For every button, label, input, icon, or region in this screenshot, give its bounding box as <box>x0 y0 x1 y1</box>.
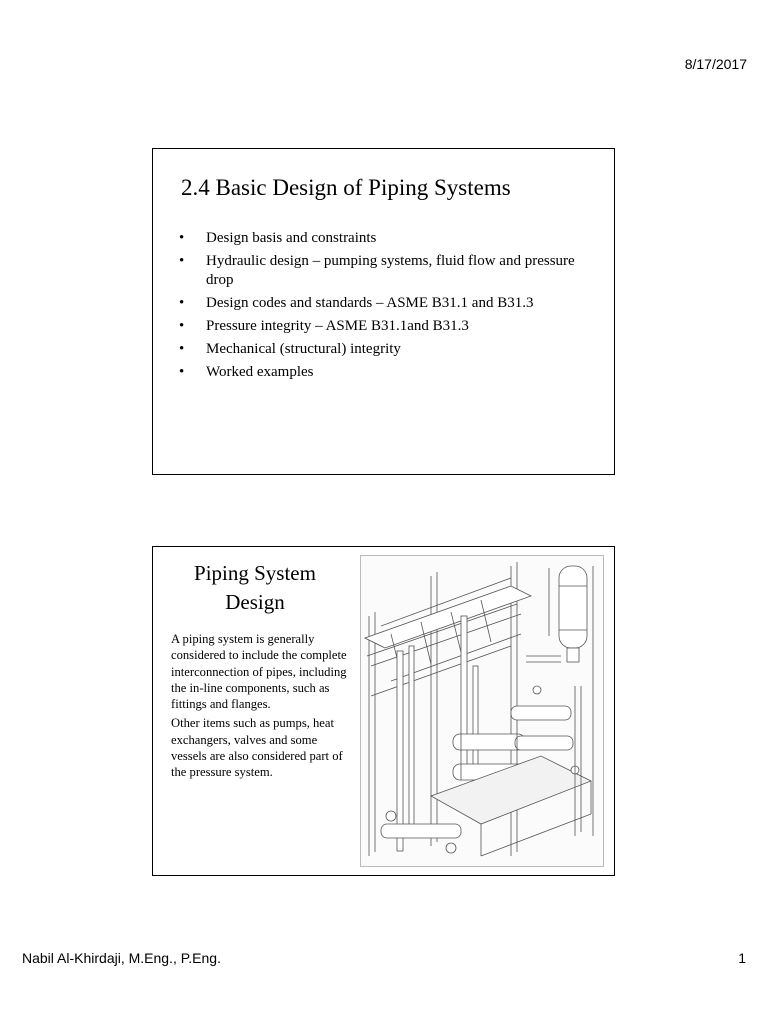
bullet-item: • Worked examples <box>177 363 597 382</box>
piping-system-illustration <box>360 555 604 867</box>
footer-author: Nabil Al-Khirdaji, M.Eng., P.Eng. <box>22 950 221 966</box>
slide-2 <box>152 546 615 876</box>
bullet-item: • Hydraulic design – pumping systems, fluid flow and pressure drop <box>177 252 597 290</box>
bullet-item: • Mechanical (structural) integrity <box>177 340 597 359</box>
bullet-item: • Pressure integrity – ASME B31.1and B31.3 <box>177 317 597 336</box>
page-date: 8/17/2017 <box>684 56 747 72</box>
body-paragraph: Other items such as pumps, heat exchangers, valves and some vessels are also considered part of the pressure system. <box>171 716 343 780</box>
slide-2-title: Piping System Design <box>194 561 316 614</box>
bullet-item: • Design basis and constraints <box>177 229 597 248</box>
bullet-item: • Design codes and standards – ASME B31.1 and B31.3 <box>177 294 597 313</box>
slide-2-body <box>171 631 349 784</box>
slide-1 <box>152 148 615 475</box>
body-paragraph: A piping system is generally considered to include the complete interconnection of pipes, including the in-line components, such as fittings and flanges. <box>171 632 347 712</box>
piping-drawing <box>361 556 603 866</box>
bullet-list <box>177 229 597 386</box>
page-number: 1 <box>738 950 746 966</box>
slide-1-title: 2.4 Basic Design of Piping Systems <box>181 175 511 200</box>
